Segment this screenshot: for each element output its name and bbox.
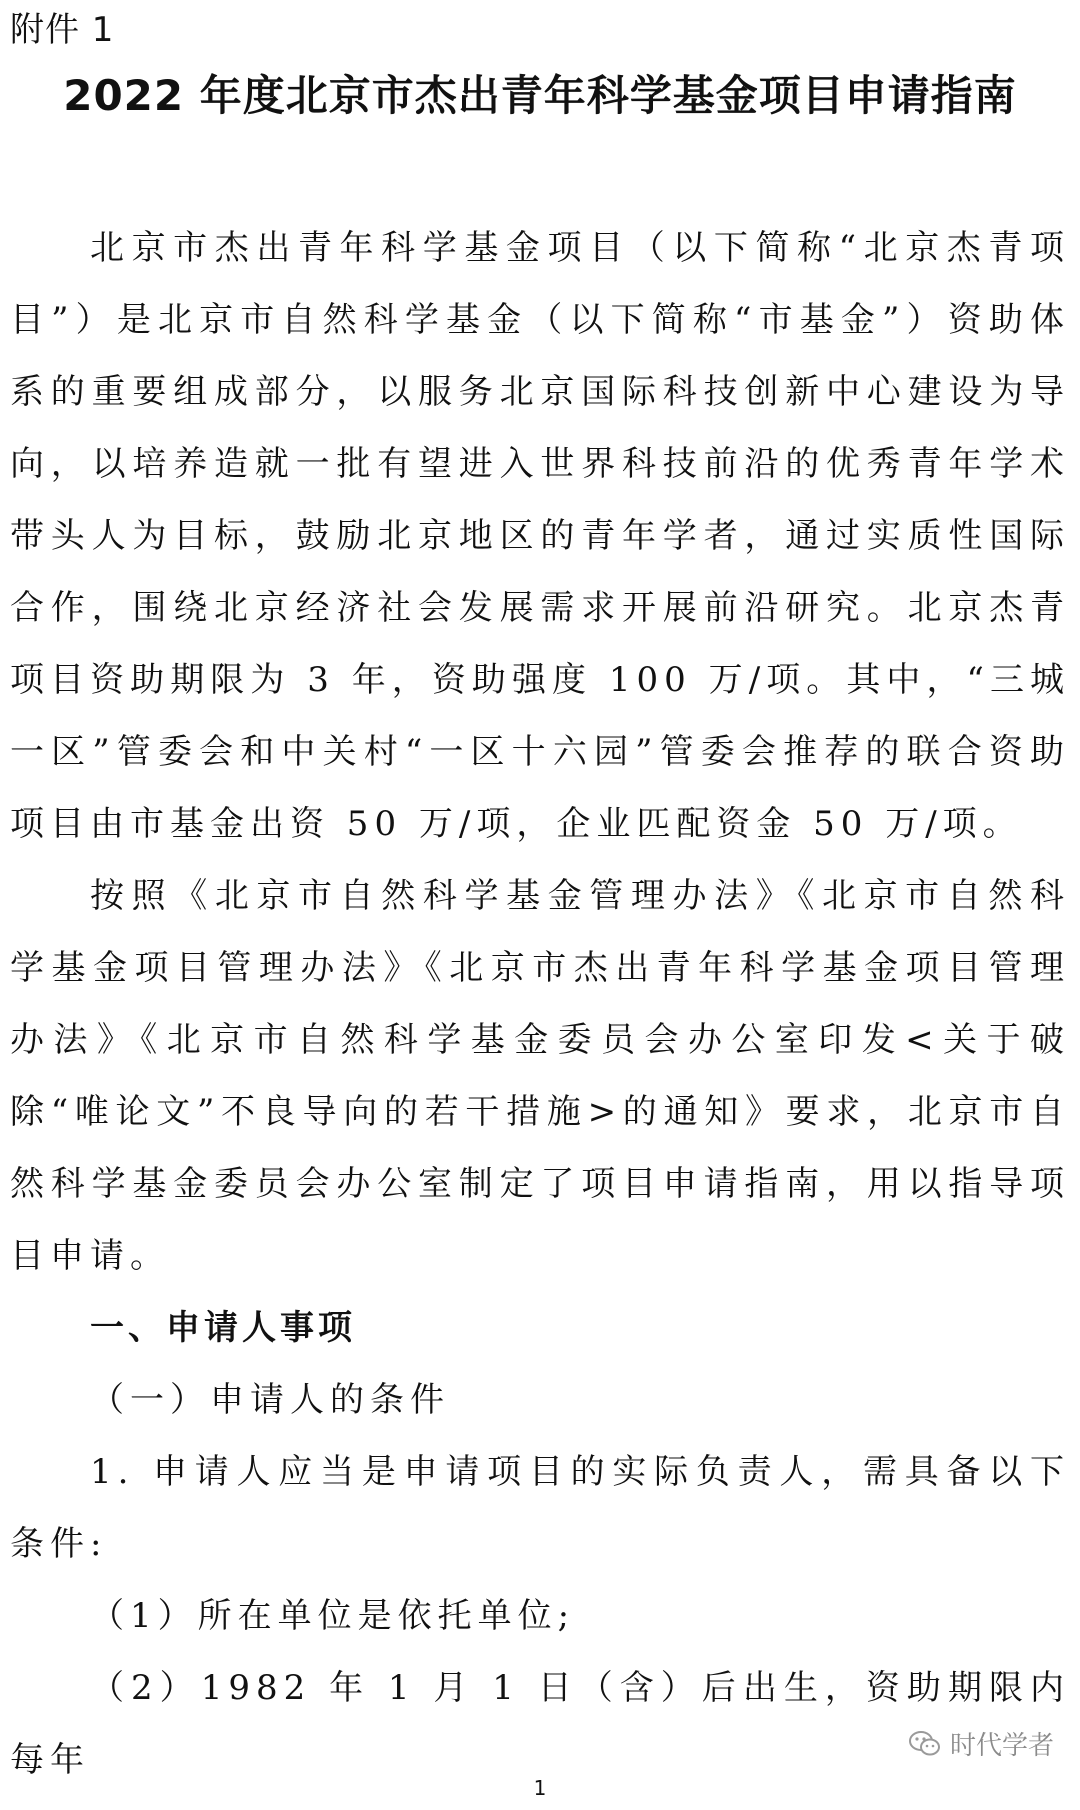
list-item-1-1: （1）所在单位是依托单位; (90, 1596, 576, 1636)
document-title: 2022 年度北京市杰出青年科学基金项目申请指南 (63, 71, 1017, 120)
list-item-1: 1. 申请人应当是申请项目的实际负责人，需具备以下条件: (10, 1452, 1070, 1564)
list-item-1-2: （2）1982 年 1 月 1 日（含）后出生，资助期限内每年 (10, 1668, 1070, 1780)
watermark (908, 1725, 1054, 1762)
page-number: 1 (533, 1776, 547, 1800)
document-body (10, 212, 1070, 1796)
subsection-heading-conditions: （一）申请人的条件 (90, 1380, 450, 1420)
wechat-icon (908, 1730, 942, 1758)
section-heading-applicant: 一、申请人事项 (90, 1308, 356, 1348)
annex-label: 附件 1 (10, 10, 115, 50)
paragraph-basis: 按照《北京市自然科学基金管理办法》《北京市自然科学基金项目管理办法》《北京市杰出青年科学基金项目管理办法》《北京市自然科学基金委员会办公室印发<关于破除“唯论文”不良导向的若干措施>的通知》要求，北京市自然科学基金委员会办公室制定了项目申请指南，用以指导项目申请。 (10, 876, 1070, 1276)
watermark-text: 时代学者 (949, 1731, 1054, 1761)
paragraph-intro: 北京市杰出青年科学基金项目（以下简称“北京杰青项目”）是北京市自然科学基金（以下简称“市基金”）资助体系的重要组成部分，以服务北京国际科技创新中心建设为导向，以培养造就一批有望进入世界科技前沿的优秀青年学术带头人为目标，鼓励北京地区的青年学者，通过实质性国际合作，围绕北京经济社会发展需求开展前沿研究。北京杰青项目资助期限为 3 年，资助强度 100 万/项。其中，“三城一区”管委会和中关村“一区十六园”管委会推荐的联合资助项目由市基金出资 50 万/项，企业匹配资金 50 万/项。 (10, 228, 1070, 844)
